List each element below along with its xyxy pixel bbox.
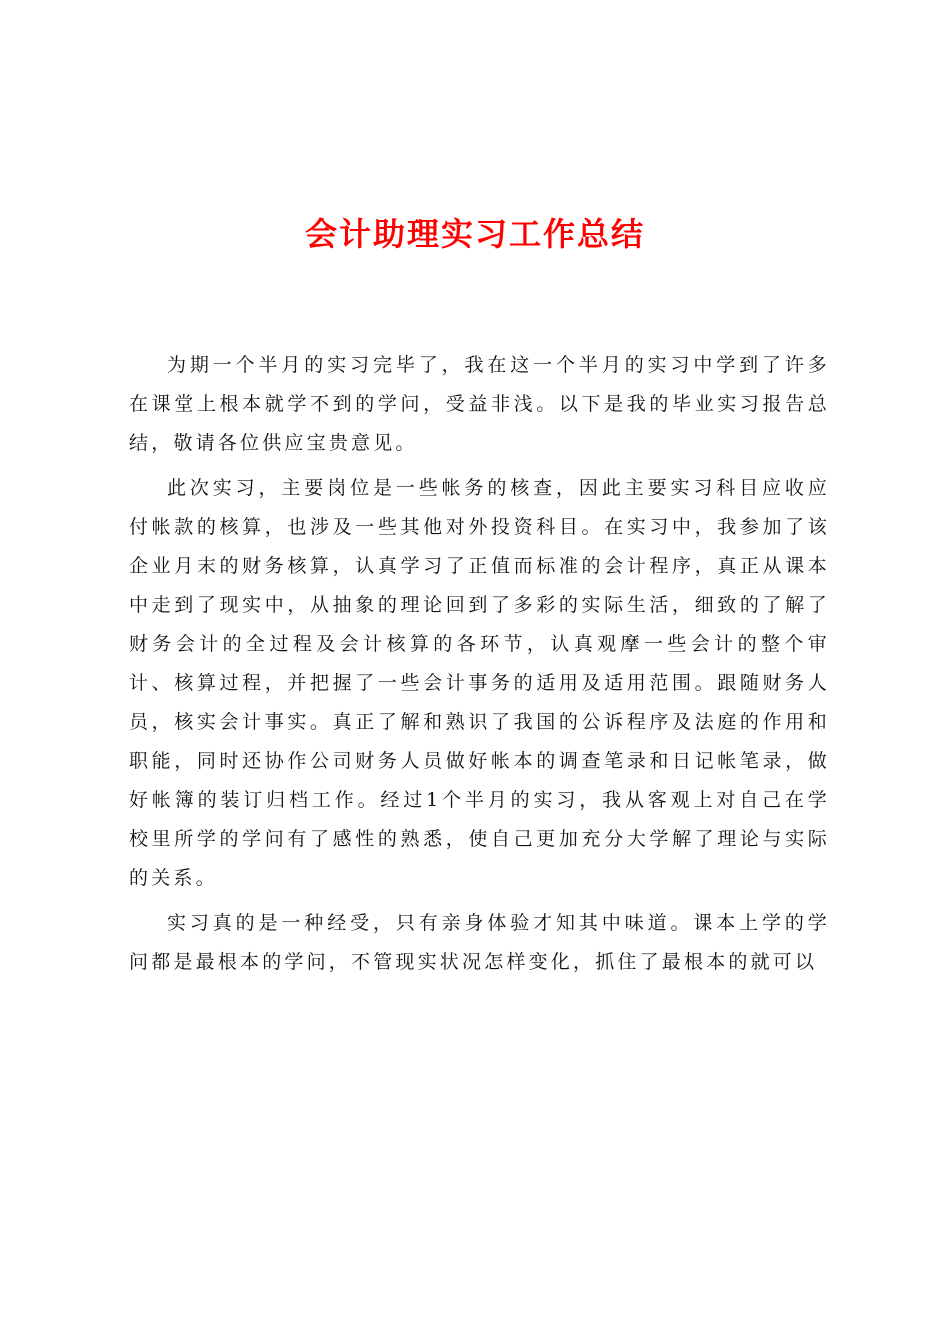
paragraph-2: 此次实习，主要岗位是一些帐务的核查，因此主要实习科目应收应付帐款的核算，也涉及一些其他对外投资科目。在实习中，我参加了该企业月末的财务核算，认真学习了正值而标准的会计程序，真正从课本中走到了现实中，从抽象的理论回到了多彩的实际生活，细致的了解了财务会计的全过程及会计核算的各环节，认真观摩一些会计的整个审计、核算过程，并把握了一些会计事务的适用及适用范围。跟随财务人员，核实会计事实。真正了解和熟识了我国的公诉程序及法庭的作用和职能，同时还协作公司财务人员做好帐本的调查笔录和日记帐笔录，做好帐簿的装订归档工作。经过1个半月的实习，我从客观上对自己在学校里所学的学问有了感性的熟悉，使自己更加充分大学解了理论与实际的关系。: [129, 477, 830, 889]
paragraph-1: 为期一个半月的实习完毕了，我在这一个半月的实习中学到了许多在课堂上根本就学不到的学问，受益非浅。以下是我的毕业实习报告总结，敬请各位供应宝贵意见。: [129, 354, 830, 454]
document-title: 会计助理实习工作总结: [304, 215, 645, 253]
paragraph-3: 实习真的是一种经受，只有亲身体验才知其中味道。课本上学的学问都是最根本的学问，不管现实状况怎样变化，抓住了最根本的就可以: [129, 912, 830, 973]
document-body: [129, 346, 830, 988]
